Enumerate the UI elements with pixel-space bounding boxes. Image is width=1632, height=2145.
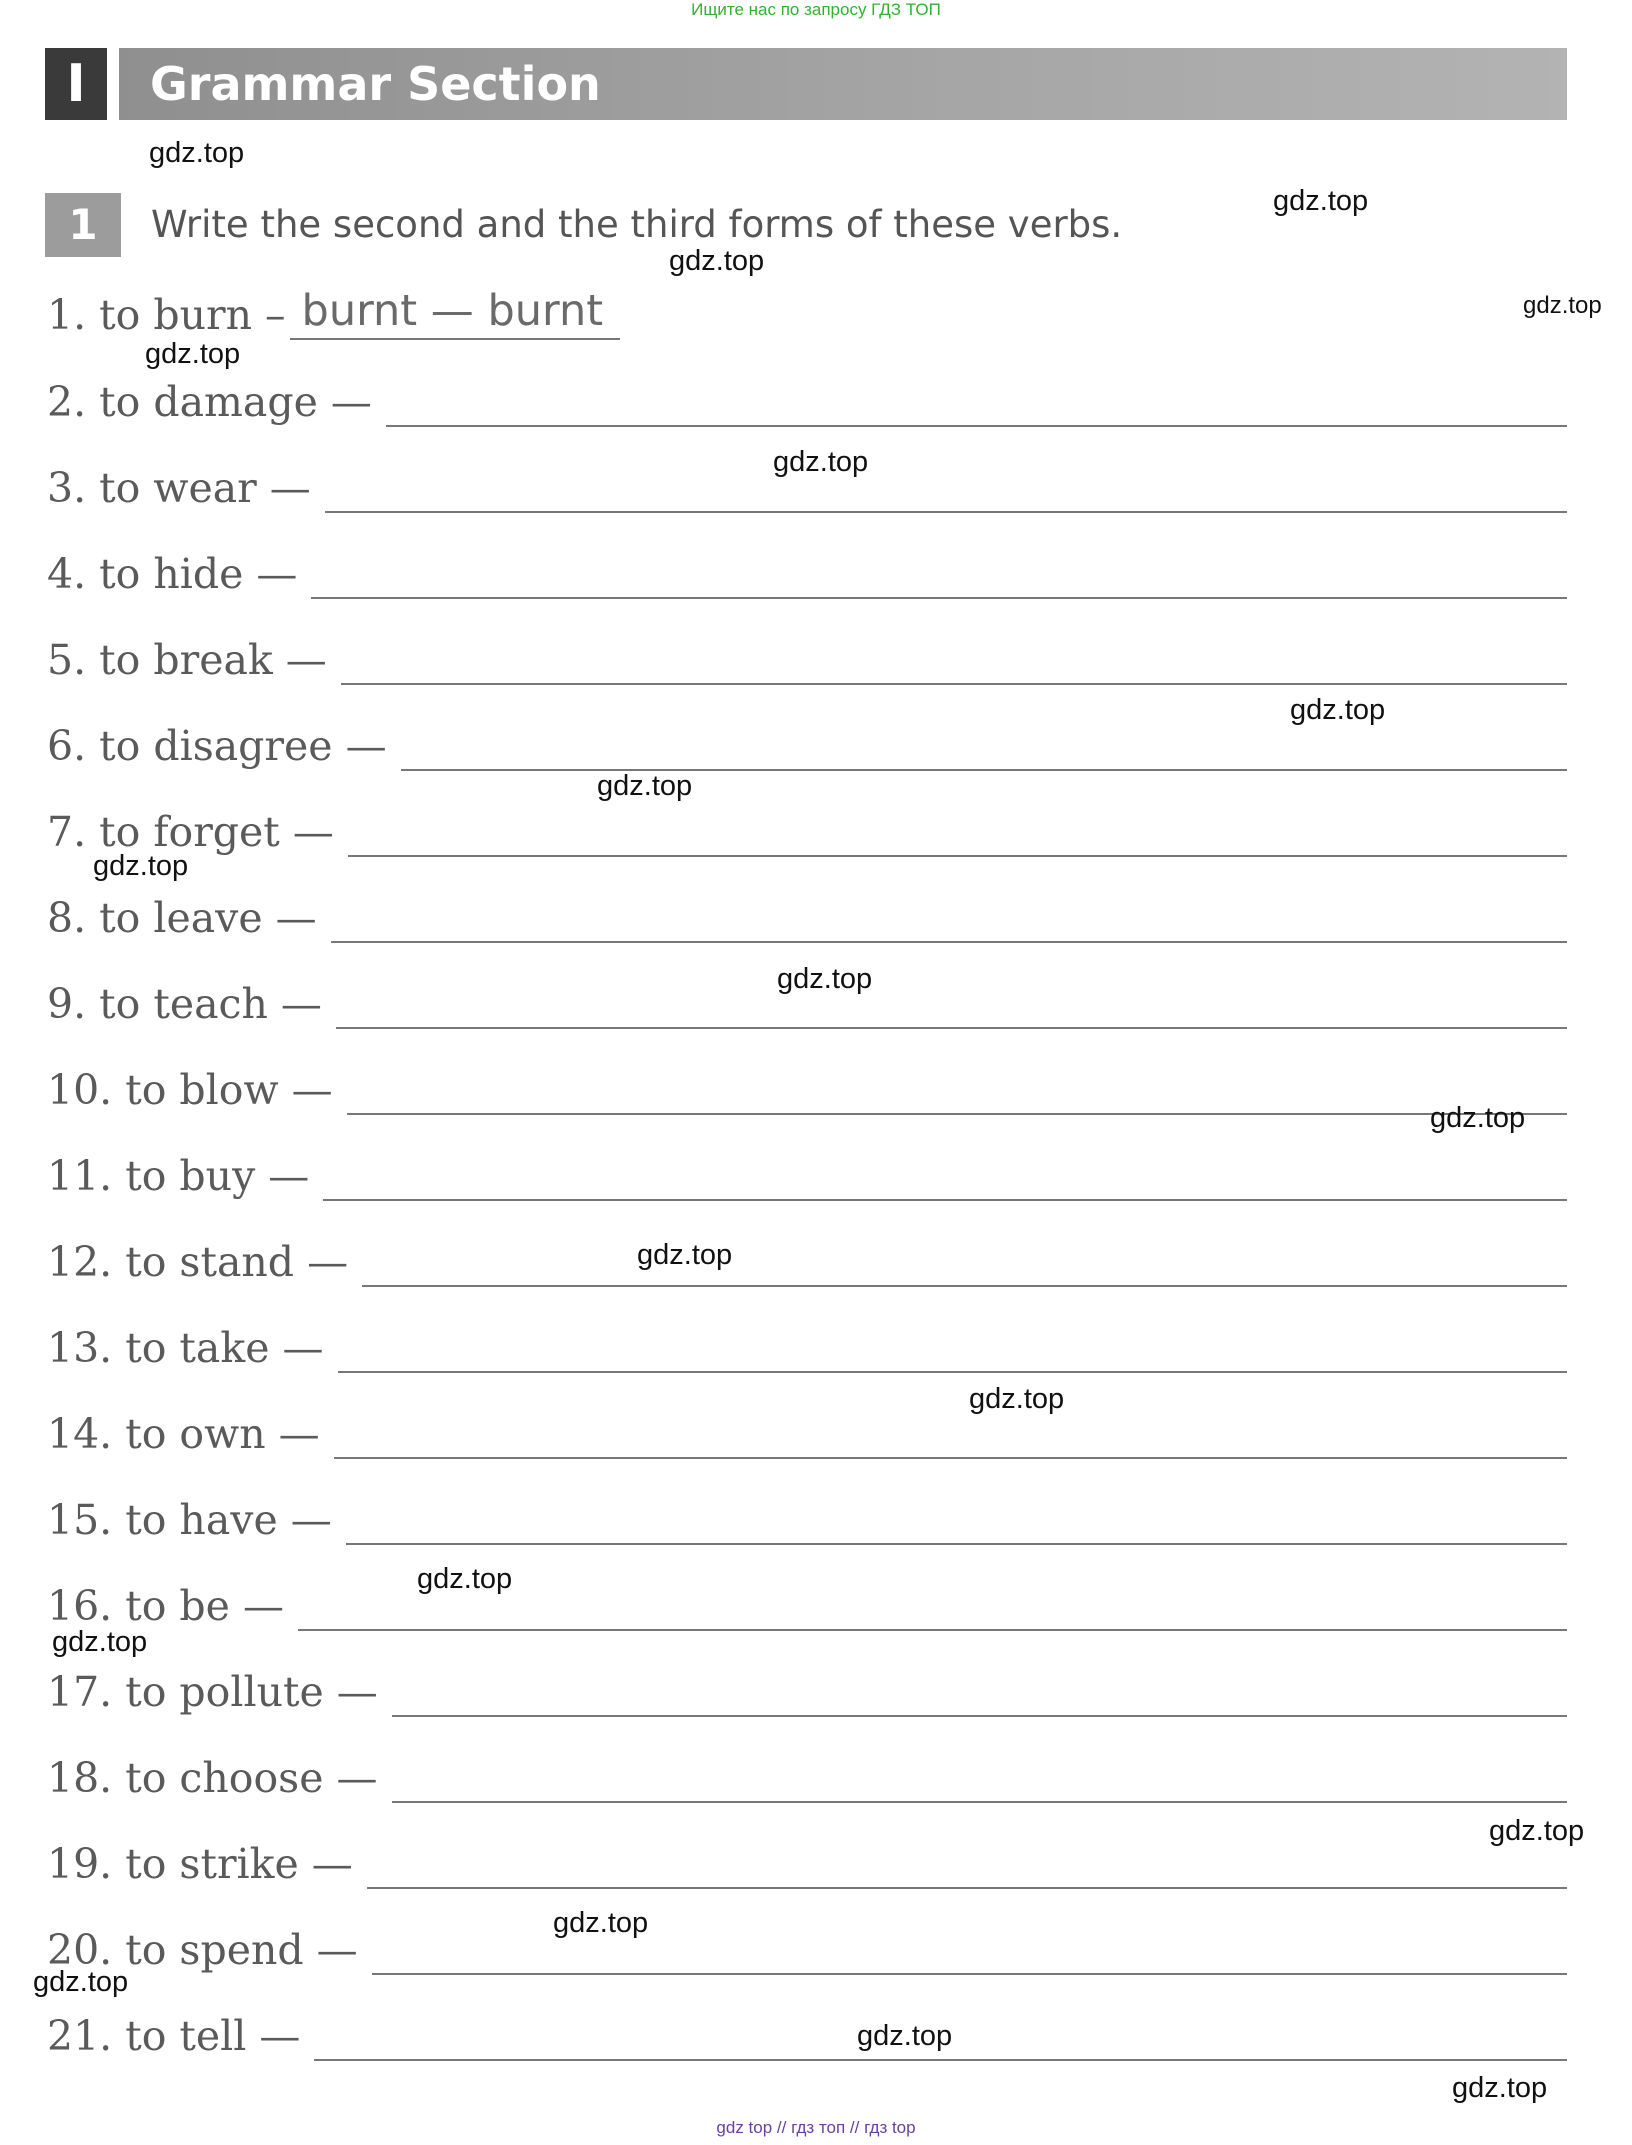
watermark: gdz.top <box>777 963 873 995</box>
answer-line[interactable] <box>325 467 1567 513</box>
verb-item <box>47 1231 1567 1287</box>
watermark: gdz.top <box>773 446 869 478</box>
answer-line[interactable] <box>362 1241 1567 1287</box>
verb-item <box>47 1403 1567 1459</box>
task-instruction: Write the second and the third forms of these verbs. <box>151 203 1123 246</box>
verb-item-label: 8. to leave — <box>47 894 317 942</box>
verb-item <box>47 1575 1567 1631</box>
watermark: gdz.top <box>52 1626 148 1658</box>
section-header <box>45 48 1567 120</box>
watermark: gdz.top <box>1273 185 1369 217</box>
verb-item-label: 4. to hide — <box>47 550 298 598</box>
answer-line[interactable] <box>348 811 1567 857</box>
verb-item-label: 15. to have — <box>47 1496 332 1544</box>
watermark: gdz.top <box>145 338 241 370</box>
answer-line[interactable] <box>331 897 1567 943</box>
verb-item <box>47 1317 1567 1373</box>
verb-item-label: 7. to forget — <box>47 808 334 856</box>
section-number: I <box>45 48 107 120</box>
top-notice: Ищите нас по запросу ГДЗ ТОП <box>691 0 941 19</box>
verb-item <box>47 1833 1567 1889</box>
verb-item <box>47 801 1567 857</box>
verb-item-label: 13. to take — <box>47 1324 324 1372</box>
answer-text: burnt — burnt <box>301 286 604 336</box>
watermark: gdz.top <box>857 2020 953 2052</box>
answer-line[interactable] <box>341 639 1567 685</box>
answer-line[interactable] <box>334 1413 1567 1459</box>
verb-item-label: 18. to choose — <box>47 1754 378 1802</box>
answer-line[interactable] <box>336 983 1567 1029</box>
verb-item-label: 14. to own — <box>47 1410 320 1458</box>
answer-line[interactable] <box>311 553 1567 599</box>
verb-item-label: 17. to pollute — <box>47 1668 378 1716</box>
answer-line[interactable] <box>346 1499 1567 1545</box>
verb-item <box>47 1489 1567 1545</box>
bottom-notice: gdz top // гдз топ // гдз top <box>716 2118 916 2137</box>
verb-item-label: 10. to blow — <box>47 1066 333 1114</box>
watermark: gdz.top <box>1523 292 1602 319</box>
watermark: gdz.top <box>33 1966 129 1998</box>
watermark: gdz.top <box>93 850 189 882</box>
answer-line[interactable] <box>386 381 1567 427</box>
watermark: gdz.top <box>669 245 765 277</box>
answer-line[interactable] <box>338 1327 1568 1373</box>
verb-item <box>47 371 1567 427</box>
verb-item <box>47 1747 1567 1803</box>
verb-item-label: 6. to disagree — <box>47 722 387 770</box>
answer-line[interactable] <box>347 1069 1567 1115</box>
watermark: gdz.top <box>1489 1815 1585 1847</box>
verb-item <box>47 887 1567 943</box>
verb-item-label: 21. to tell — <box>47 2012 301 2060</box>
answer-line[interactable] <box>372 1929 1567 1975</box>
watermark: gdz.top <box>1452 2072 1548 2104</box>
verb-item-label: 11. to buy — <box>47 1152 310 1200</box>
verb-item <box>47 1661 1567 1717</box>
watermark: gdz.top <box>417 1563 513 1595</box>
verb-item <box>47 543 1567 599</box>
verb-item <box>47 629 1567 685</box>
answer-line[interactable] <box>401 725 1567 771</box>
task-number: 1 <box>45 193 121 257</box>
verb-item-label: 2. to damage — <box>47 378 372 426</box>
task-heading <box>45 193 1145 257</box>
verb-item-label: 5. to break — <box>47 636 327 684</box>
verb-item <box>47 284 1567 340</box>
verb-item-label: 3. to wear — <box>47 464 311 512</box>
verb-item <box>47 2005 1567 2061</box>
watermark: gdz.top <box>553 1907 649 1939</box>
watermark: gdz.top <box>149 137 245 169</box>
watermark: gdz.top <box>1290 694 1386 726</box>
verb-item <box>47 1145 1567 1201</box>
watermark: gdz.top <box>1430 1102 1526 1134</box>
answer-line[interactable] <box>392 1757 1567 1803</box>
verb-item-label: 19. to strike — <box>47 1840 353 1888</box>
watermark: gdz.top <box>637 1239 733 1271</box>
verb-item-label: 12. to stand — <box>47 1238 349 1286</box>
answer-line[interactable] <box>392 1671 1567 1717</box>
watermark: gdz.top <box>597 770 693 802</box>
verb-item-label: 9. to teach — <box>47 980 322 1028</box>
answer-line[interactable] <box>323 1155 1567 1201</box>
section-title: Grammar Section <box>150 57 601 111</box>
header-divider <box>107 48 119 120</box>
verb-item <box>47 1919 1567 1975</box>
watermark: gdz.top <box>969 1383 1065 1415</box>
verb-item-label: 16. to be — <box>47 1582 284 1630</box>
verb-item-label: 1. to burn – <box>47 291 286 339</box>
answer-line[interactable] <box>290 286 620 340</box>
answer-line[interactable] <box>367 1843 1567 1889</box>
verb-item <box>47 1059 1567 1115</box>
verb-item-label: 20. to spend — <box>47 1926 358 1974</box>
